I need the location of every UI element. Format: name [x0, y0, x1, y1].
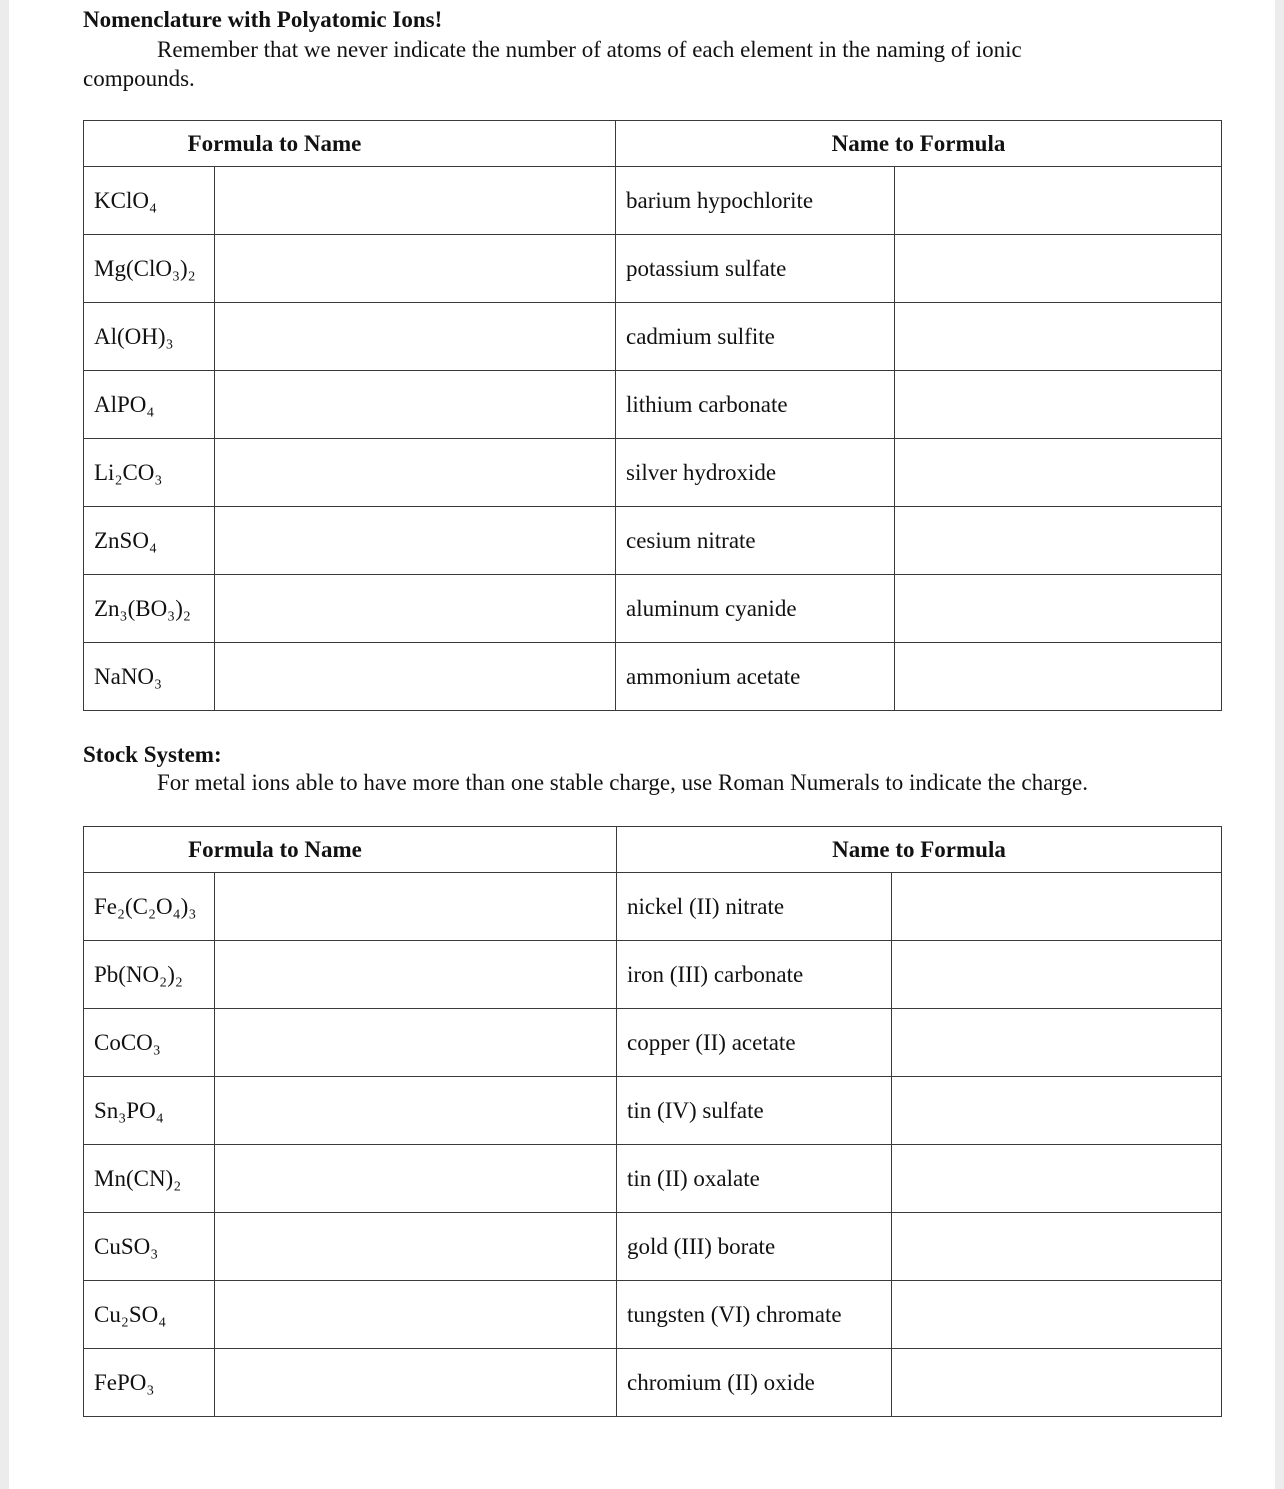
name-cell: lithium carbonate — [616, 371, 895, 439]
formula-answer-cell[interactable] — [895, 643, 1222, 711]
formula-answer-cell[interactable] — [895, 575, 1222, 643]
formula-answer-cell[interactable] — [892, 941, 1222, 1009]
formula-answer-cell[interactable] — [895, 439, 1222, 507]
name-answer-cell[interactable] — [215, 303, 616, 371]
name-answer-cell[interactable] — [215, 439, 616, 507]
table-header-row — [84, 121, 1222, 167]
formula-answer-cell[interactable] — [892, 1077, 1222, 1145]
name-cell: chromium (II) oxide — [617, 1349, 892, 1417]
name-cell: cadmium sulfite — [616, 303, 895, 371]
formula-cell: Mg(ClO₃)₂ — [84, 235, 215, 303]
formula-answer-cell[interactable] — [892, 1349, 1222, 1417]
table-header-row — [84, 827, 1222, 873]
table-row — [84, 1145, 1222, 1213]
formula-cell: CuSO₃ — [84, 1213, 215, 1281]
name-cell: silver hydroxide — [616, 439, 895, 507]
name-answer-cell[interactable] — [215, 575, 616, 643]
name-cell: potassium sulfate — [616, 235, 895, 303]
formula-answer-cell[interactable] — [895, 303, 1222, 371]
name-cell: tin (II) oxalate — [617, 1145, 892, 1213]
formula-answer-cell[interactable] — [892, 1145, 1222, 1213]
name-cell: copper (II) acetate — [617, 1009, 892, 1077]
formula-answer-cell[interactable] — [892, 1009, 1222, 1077]
formula-cell: Li₂CO₃ — [84, 439, 215, 507]
stock-system-note: For metal ions able to have more than one stable charge, use Roman Numerals to indicate the charge. — [157, 770, 1088, 795]
table-row — [84, 1009, 1222, 1077]
formula-cell: Sn₃PO₄ — [84, 1077, 215, 1145]
name-answer-cell[interactable] — [215, 643, 616, 711]
worksheet-page — [9, 0, 1275, 1489]
table-row — [84, 1213, 1222, 1281]
table-row — [84, 371, 1222, 439]
name-cell: tungsten (VI) chromate — [617, 1281, 892, 1349]
formula-cell: Cu₂SO₄ — [84, 1281, 215, 1349]
formula-answer-cell[interactable] — [895, 235, 1222, 303]
formula-cell: Zn₃(BO₃)₂ — [84, 575, 215, 643]
formula-cell: Pb(NO₂)₂ — [84, 941, 215, 1009]
formula-cell: CoCO₃ — [84, 1009, 215, 1077]
table-row — [84, 643, 1222, 711]
table-row — [84, 575, 1222, 643]
name-to-formula-header: Name to Formula — [616, 121, 1222, 167]
table-row — [84, 303, 1222, 371]
name-answer-cell[interactable] — [215, 167, 616, 235]
name-cell: barium hypochlorite — [616, 167, 895, 235]
formula-answer-cell[interactable] — [892, 873, 1222, 941]
name-answer-cell[interactable] — [215, 1145, 617, 1213]
table-row — [84, 439, 1222, 507]
formula-cell: AlPO₄ — [84, 371, 215, 439]
table-row — [84, 873, 1222, 941]
formula-cell: NaNO₃ — [84, 643, 215, 711]
formula-cell: Al(OH)₃ — [84, 303, 215, 371]
formula-answer-cell[interactable] — [895, 507, 1222, 575]
stock-system-heading: Stock System: — [83, 742, 222, 767]
table-row — [84, 941, 1222, 1009]
table-row — [84, 1349, 1222, 1417]
formula-cell: FePO₃ — [84, 1349, 215, 1417]
name-cell: tin (IV) sulfate — [617, 1077, 892, 1145]
formula-to-name-header: Formula to Name — [84, 121, 616, 167]
formula-answer-cell[interactable] — [895, 167, 1222, 235]
table-row — [84, 507, 1222, 575]
formula-answer-cell[interactable] — [895, 371, 1222, 439]
name-cell: aluminum cyanide — [616, 575, 895, 643]
name-answer-cell[interactable] — [215, 1077, 617, 1145]
name-cell: nickel (II) nitrate — [617, 873, 892, 941]
name-cell: iron (III) carbonate — [617, 941, 892, 1009]
formula-cell: Mn(CN)₂ — [84, 1145, 215, 1213]
name-answer-cell[interactable] — [215, 873, 617, 941]
table-row — [84, 235, 1222, 303]
name-answer-cell[interactable] — [215, 941, 617, 1009]
stock-system-table — [83, 826, 1222, 1417]
formula-cell: ZnSO₄ — [84, 507, 215, 575]
name-answer-cell[interactable] — [215, 371, 616, 439]
name-answer-cell[interactable] — [215, 235, 616, 303]
name-answer-cell[interactable] — [215, 507, 616, 575]
name-cell: gold (III) borate — [617, 1213, 892, 1281]
formula-cell: KClO₄ — [84, 167, 215, 235]
formula-to-name-header: Formula to Name — [84, 827, 617, 873]
table-row — [84, 1077, 1222, 1145]
table-row — [84, 1281, 1222, 1349]
polyatomic-table — [83, 120, 1222, 711]
name-cell: cesium nitrate — [616, 507, 895, 575]
formula-answer-cell[interactable] — [892, 1213, 1222, 1281]
name-to-formula-header: Name to Formula — [617, 827, 1222, 873]
name-answer-cell[interactable] — [215, 1281, 617, 1349]
table-row — [84, 167, 1222, 235]
formula-cell: Fe₂(C₂O₄)₃ — [84, 873, 215, 941]
intro-text: Remember that we never indicate the number of atoms of each element in the naming of ionic compounds. — [83, 37, 1022, 91]
name-answer-cell[interactable] — [215, 1349, 617, 1417]
name-answer-cell[interactable] — [215, 1009, 617, 1077]
name-answer-cell[interactable] — [215, 1213, 617, 1281]
name-cell: ammonium acetate — [616, 643, 895, 711]
page-title: Nomenclature with Polyatomic Ions! — [83, 7, 443, 32]
formula-answer-cell[interactable] — [892, 1281, 1222, 1349]
